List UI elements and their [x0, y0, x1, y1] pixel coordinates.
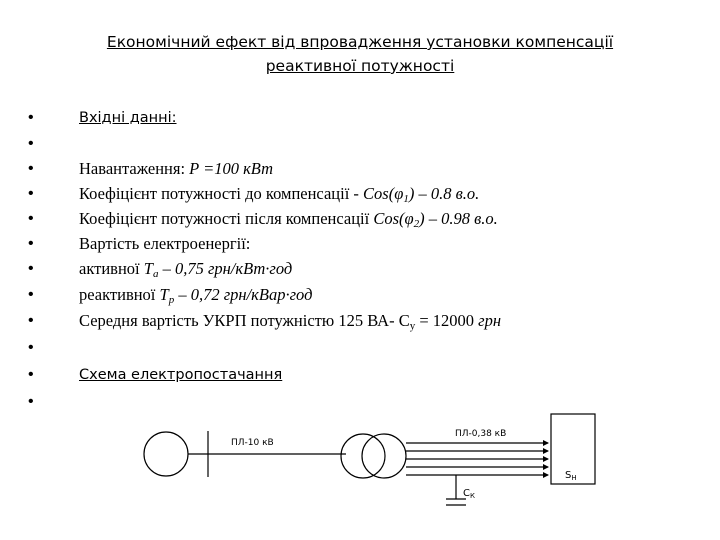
- cost-header: Вартість електроенергії:: [79, 234, 251, 253]
- bullet: •: [28, 210, 34, 227]
- bullet: •: [28, 235, 34, 252]
- pf-after-line: Коефіцієнт потужності після компенсації $Cos(\varphi_2) - 0.98$ в.о.: [79, 209, 498, 230]
- bullet: •: [28, 393, 34, 410]
- scheme-header: Схема електропостачання: [79, 367, 283, 383]
- line-038kv: [406, 443, 548, 475]
- reactive-cost-line: реактивної $Т_р - 0,72$ грн/кВар·год: [79, 285, 313, 306]
- line-10kv-label: ПЛ-10 кВ: [231, 438, 274, 448]
- bullet: •: [28, 366, 34, 383]
- bullet: •: [28, 185, 34, 202]
- load-label: $S_Н$: [565, 470, 577, 482]
- pf-before-line: Коефіцієнт потужності до компенсації - $Cos(\varphi_1) - 0.8$ в.о.: [79, 184, 480, 205]
- generator-symbol: [144, 432, 188, 476]
- load-line: Навантаження: P =100 кВт: [79, 159, 274, 178]
- line-038kv-label: ПЛ-0,38 кВ: [455, 429, 507, 439]
- bullet: •: [28, 160, 34, 177]
- bullet: •: [28, 260, 34, 277]
- arrowheads: [543, 440, 549, 478]
- transformer-symbol: [341, 434, 406, 478]
- ukrp-cost-line: Середня вартість УКРП потужністю 125 ВА- $С_у = 12000$ грн: [79, 311, 502, 332]
- input-data-header: Вхідні данні:: [79, 110, 177, 126]
- bullet: •: [28, 135, 34, 152]
- bullet: •: [28, 312, 34, 329]
- bullet: •: [28, 286, 34, 303]
- title-line-1: Економічний ефект від впровадження установки компенсації: [106, 33, 614, 51]
- bullet: •: [28, 109, 34, 126]
- bullet: •: [28, 339, 34, 356]
- title-line-2: реактивної потужності: [265, 57, 455, 75]
- active-cost-line: активної $Т_а - 0,75$ грн/кВт·год: [79, 259, 293, 280]
- capacitor-label: $С_К$: [463, 488, 475, 500]
